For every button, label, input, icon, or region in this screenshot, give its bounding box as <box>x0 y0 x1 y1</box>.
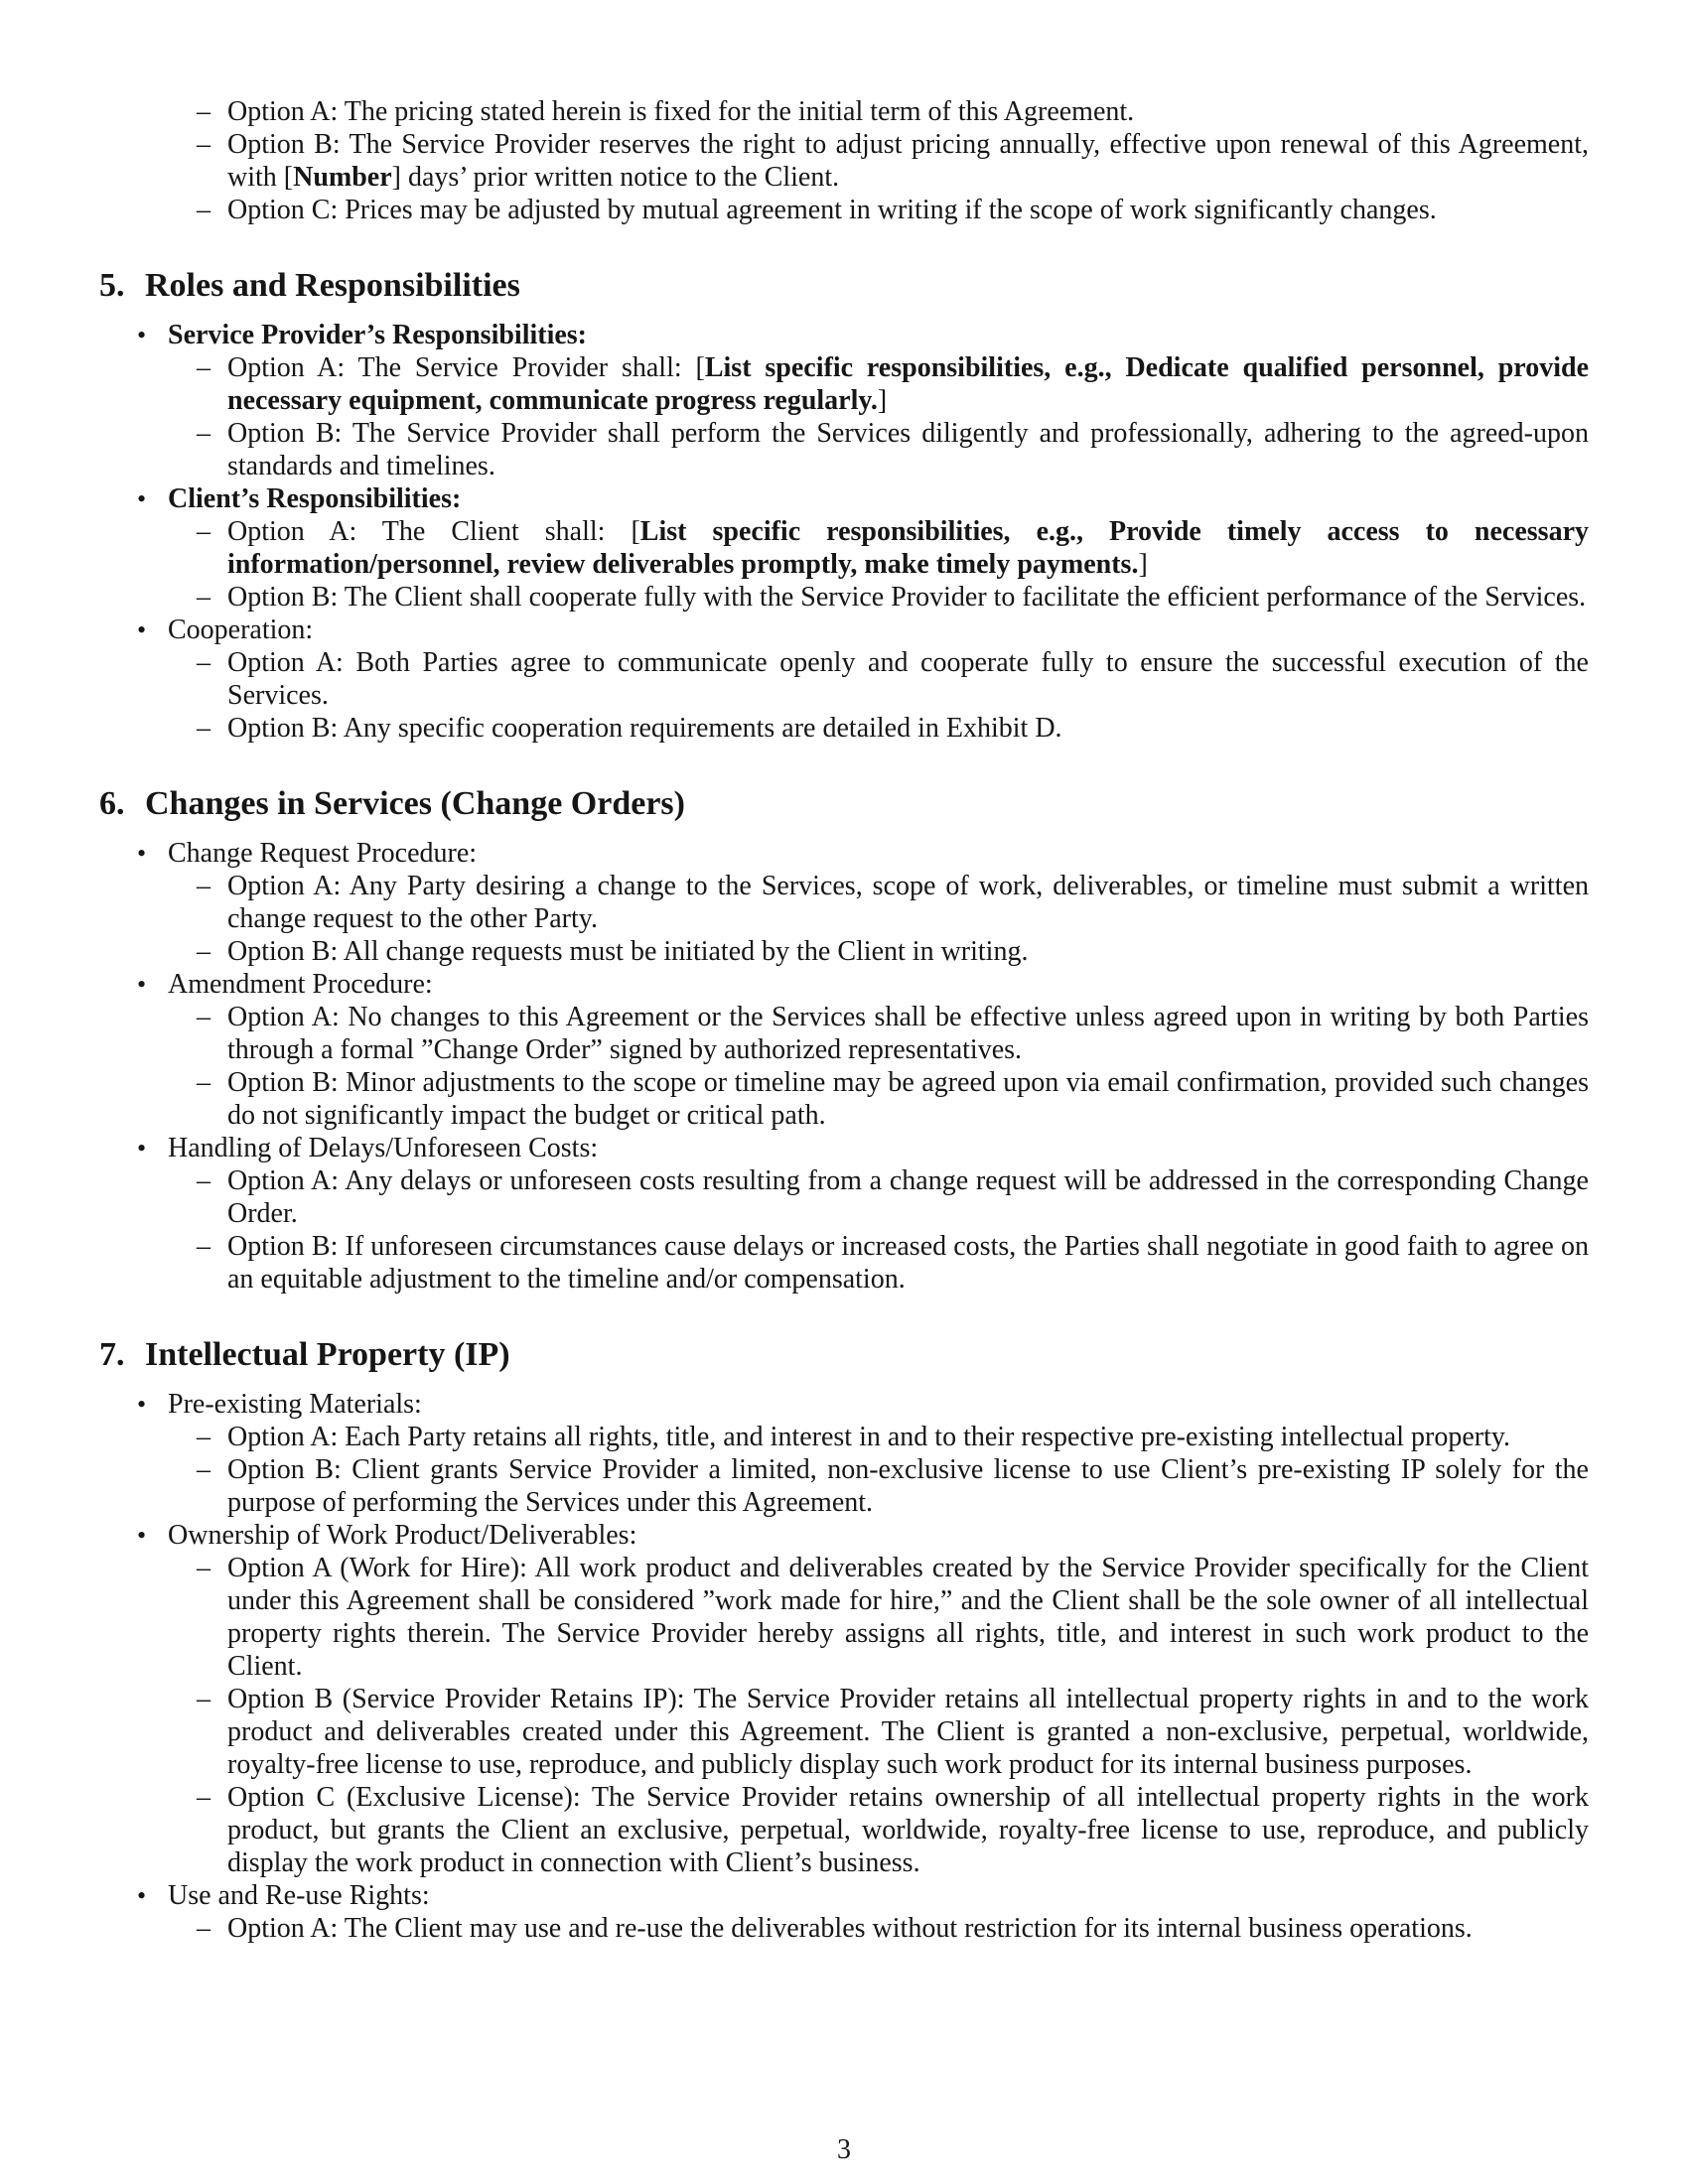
document-page <box>99 95 1589 1945</box>
bullet-amendment-procedure: • Amendment Procedure: – Option A: No changes to this Agreement or the Services shall be effective unless agreed upon in writing by both Parties through a formal ”Change Order” signed by authorized representatives. – Option B: Minor adjustments to the scope or timeline may be agreed upon via email confirmation, provided such changes do not significantly impact the budget or critical path. <box>99 968 1589 1132</box>
option-item: – Option A: Any Party desiring a change to the Services, scope of work, deliverables, or timeline must submit a written change request to the other Party. <box>99 870 1589 935</box>
section-intellectual-property <box>99 1335 1589 1945</box>
option-item: – Option B: The Client shall cooperate fully with the Service Provider to facilitate the efficient performance of the Services. <box>99 581 1589 614</box>
option-item: – Option A: Both Parties agree to communicate openly and cooperate fully to ensure the successful execution of the Services. <box>99 646 1589 712</box>
option-item: – Option A: The Client shall: [List specific responsibilities, e.g., Provide timely access to necessary information/personnel, review deliverables promptly, make timely payments.] <box>99 515 1589 581</box>
pricing-options-list <box>99 95 1589 226</box>
bullet-change-request-procedure: • Change Request Procedure: – Option A: Any Party desiring a change to the Services, scope of work, deliverables, or timeline must submit a written change request to the other Party. – Option B: All change requests must be initiated by the Client in writing. <box>99 837 1589 968</box>
bullet-delays-unforeseen-costs: • Handling of Delays/Unforeseen Costs: – Option A: Any delays or unforeseen costs resulting from a change request will be addressed in the corresponding Change Order. – Option B: If unforeseen circumstances cause delays or increased costs, the Parties shall negotiate in good faith to agree on an equitable adjustment to the timeline and/or compensation. <box>99 1132 1589 1296</box>
option-item: – Option A: Each Party retains all rights, title, and interest in and to their respective pre-existing intellectual property. <box>99 1421 1589 1453</box>
pricing-option-a: – Option A: The pricing stated herein is fixed for the initial term of this Agreement. <box>99 95 1589 128</box>
option-item: – Option A: Any delays or unforeseen costs resulting from a change request will be addressed in the corresponding Change Order. <box>99 1164 1589 1230</box>
section-roles-responsibilities <box>99 266 1589 745</box>
option-item: – Option B: Minor adjustments to the scope or timeline may be agreed upon via email confirmation, provided such changes do not significantly impact the budget or critical path. <box>99 1066 1589 1132</box>
section-heading: 6. Changes in Services (Change Orders) <box>99 785 685 822</box>
bullet-client-responsibilities: • Client’s Responsibilities: – Option A: The Client shall: [List specific responsibilities, e.g., Provide timely access to necessary information/personnel, review deliverables promptly, make timely payments.] – Option B: The Client shall cooperate fully with the Service Provider to facilitate the efficient performance of the Services. <box>99 482 1589 614</box>
bullet-pre-existing-materials: • Pre-existing Materials: – Option A: Each Party retains all rights, title, and interest in and to their respective pre-existing intellectual property. – Option B: Client grants Service Provider a limited, non-exclusive license to use Client’s pre-existing IP solely for the purpose of performing the Services under this Agreement. <box>99 1388 1589 1519</box>
option-item: – Option C (Exclusive License): The Service Provider retains ownership of all intellectual property rights in the work product, but grants the Client an exclusive, perpetual, worldwide, royalty-free license to use, reproduce, and publicly display the work product in connection with Client’s business. <box>99 1781 1589 1879</box>
bullet-cooperation: • Cooperation: – Option A: Both Parties agree to communicate openly and cooperate fully to ensure the successful execution of the Services. – Option B: Any specific cooperation requirements are detailed in Exhibit D. <box>99 614 1589 745</box>
option-item: – Option A (Work for Hire): All work product and deliverables created by the Service Provider specifically for the Client under this Agreement shall be considered ”work made for hire,” and the Client shall be the sole owner of all intellectual property rights therein. The Service Provider hereby assigns all rights, title, and interest in such work product to the Client. <box>99 1552 1589 1683</box>
option-item: – Option B (Service Provider Retains IP): The Service Provider retains all intellectual property rights in and to the work product and deliverables created under this Agreement. The Client is granted a non-exclusive, perpetual, worldwide, royalty-free license to use, reproduce, and publicly display such work product for its internal business purposes. <box>99 1683 1589 1781</box>
section-heading: 7. Intellectual Property (IP) <box>99 1336 510 1373</box>
bullet-ownership-work-product: • Ownership of Work Product/Deliverables: – Option A (Work for Hire): All work product and deliverables created by the Service Provider specifically for the Client under this Agreement shall be considered ”work made for hire,” and the Client shall be the sole owner of all intellectual property rights therein. The Service Provider hereby assigns all rights, title, and interest in such work product to the Client. – Option B (Service Provider Retains IP): The Service Provider retains all intellectual property rights in and to the work product and deliverables created under this Agreement. The Client is granted a non-exclusive, perpetual, worldwide, royalty-free license to use, reproduce, and publicly display such work product for its internal business purposes. – Option C (Exclusive License): The Service Provider retains ownership of all intellectual property rights in the work product, but grants the Client an exclusive, perpetual, worldwide, royalty-free license to use, reproduce, and publicly display the work product in connection with Client’s business. <box>99 1519 1589 1879</box>
option-item: – Option B: The Service Provider shall perform the Services diligently and professionally, adhering to the agreed-upon standards and timelines. <box>99 417 1589 482</box>
section-change-orders <box>99 784 1589 1296</box>
bullet-service-provider-responsibilities: • Service Provider’s Responsibilities: – Option A: The Service Provider shall: [List specific responsibilities, e.g., Dedicate qualified personnel, provide necessary equipment, communicate progress regularly.] – Option B: The Service Provider shall perform the Services diligently and professionally, adhering to the agreed-upon standards and timelines. <box>99 319 1589 482</box>
section-heading: 5. Roles and Responsibilities <box>99 267 520 304</box>
option-item: – Option A: No changes to this Agreement or the Services shall be effective unless agreed upon in writing by both Parties through a formal ”Change Order” signed by authorized representatives. <box>99 1001 1589 1066</box>
page-number: 3 <box>837 2134 851 2165</box>
pricing-option-c: – Option C: Prices may be adjusted by mutual agreement in writing if the scope of work significantly changes. <box>99 194 1589 226</box>
option-item: – Option B: If unforeseen circumstances cause delays or increased costs, the Parties shall negotiate in good faith to agree on an equitable adjustment to the timeline and/or compensation. <box>99 1230 1589 1296</box>
bullet-use-reuse-rights: • Use and Re-use Rights: – Option A: The Client may use and re-use the deliverables without restriction for its internal business operations. <box>99 1879 1589 1945</box>
option-item: – Option A: The Client may use and re-use the deliverables without restriction for its internal business operations. <box>99 1912 1589 1945</box>
pricing-option-b: – Option B: The Service Provider reserves the right to adjust pricing annually, effective upon renewal of this Agreement, with [Number] days’ prior written notice to the Client. <box>99 128 1589 194</box>
option-item: – Option B: Client grants Service Provider a limited, non-exclusive license to use Client’s pre-existing IP solely for the purpose of performing the Services under this Agreement. <box>99 1453 1589 1519</box>
option-item: – Option B: Any specific cooperation requirements are detailed in Exhibit D. <box>99 712 1589 745</box>
option-item: – Option B: All change requests must be initiated by the Client in writing. <box>99 935 1589 968</box>
option-item: – Option A: The Service Provider shall: [List specific responsibilities, e.g., Dedicate qualified personnel, provide necessary equipment, communicate progress regularly.] <box>99 351 1589 417</box>
